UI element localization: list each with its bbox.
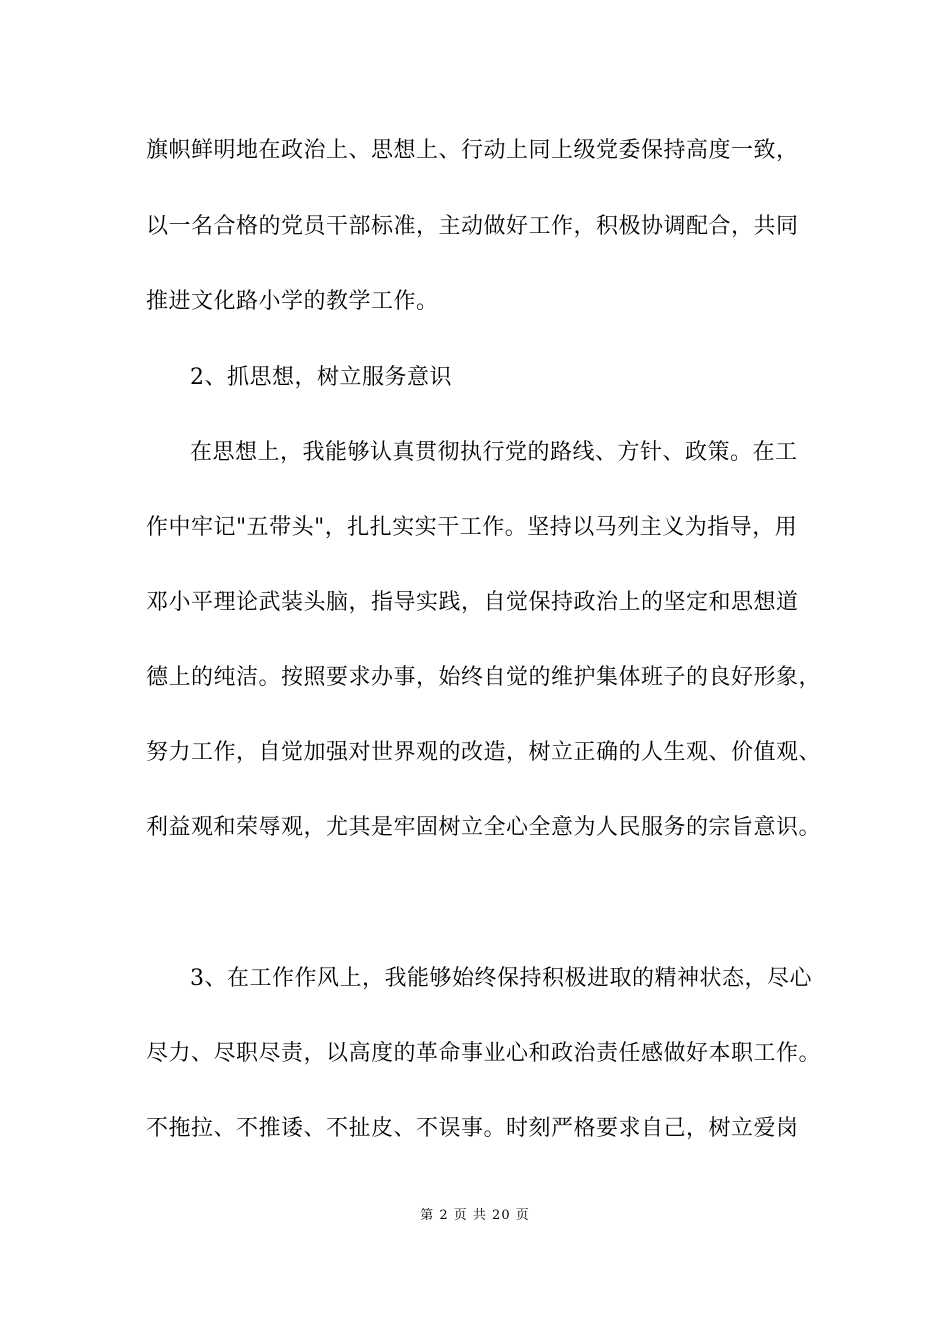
page-number-footer: 第 2 页 共 20 页 xyxy=(420,1208,530,1223)
paragraph-line: 旗帜鲜明地在政治上、思想上、行动上同上级党委保持高度一致， xyxy=(146,138,799,163)
paragraph-line: 以一名合格的党员干部标准，主动做好工作，积极协调配合，共同 xyxy=(146,214,799,239)
paragraph-line: 努力工作，自觉加强对世界观的改造，树立正确的人生观、价值观、 xyxy=(146,740,822,765)
paragraph-line: 不拖拉、不推诿、不扯皮、不误事。时刻严格要求自己，树立爱岗 xyxy=(146,1116,799,1141)
paragraph-line: 推进文化路小学的教学工作。 xyxy=(146,289,439,314)
paragraph-line: 3、在工作作风上，我能够始终保持积极进取的精神状态，尽心 xyxy=(190,966,812,991)
paragraph-line: 在思想上，我能够认真贯彻执行党的路线、方针、政策。在工 xyxy=(190,440,798,465)
paragraph-line: 德上的纯洁。按照要求办事，始终自觉的维护集体班子的良好形象， xyxy=(146,665,822,690)
paragraph-line: 利益观和荣辱观，尤其是牢固树立全心全意为人民服务的宗旨意识。 xyxy=(146,815,822,840)
paragraph-line: 尽力、尽职尽责，以高度的革命事业心和政治责任感做好本职工作。 xyxy=(146,1041,822,1066)
paragraph-line: 邓小平理论武装头脑，指导实践，自觉保持政治上的坚定和思想道 xyxy=(146,590,799,615)
paragraph-line: 作中牢记"五带头"，扎扎实实干工作。坚持以马列主义为指导，用 xyxy=(146,515,798,540)
section-heading: 2、抓思想，树立服务意识 xyxy=(190,365,452,390)
